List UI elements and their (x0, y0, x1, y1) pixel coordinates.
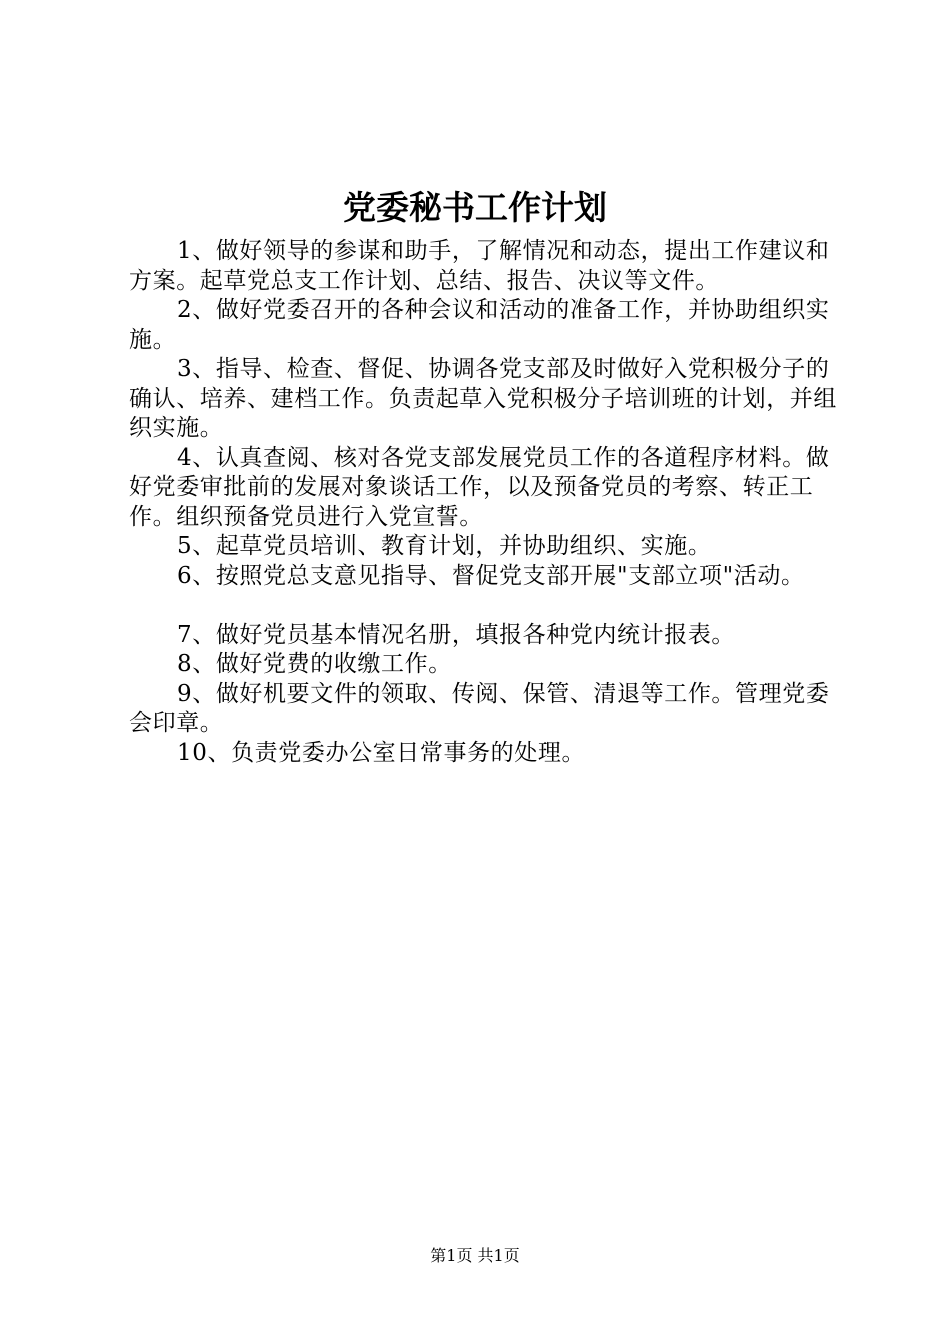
paragraph-1: 1、做好领导的参谋和助手，了解情况和动态，提出工作建议和方案。起草党总支工作计划、总结、报告、决议等文件。 (129, 238, 830, 294)
page-footer: 第1页 共1页 (430, 1246, 520, 1265)
paragraph-2: 2、做好党委召开的各种会议和活动的准备工作，并协助组织实施。 (129, 297, 830, 353)
paragraph-6: 6、按照党总支意见指导、督促党支部开展"支部立项"活动。 (177, 562, 805, 589)
paragraph-3: 3、指导、检查、督促、协调各党支部及时做好入党积极分子的确认、培养、建档工作。负责起草入党积极分子培训班的计划，并组织实施。 (129, 356, 837, 441)
paragraph-9: 9、做好机要文件的领取、传阅、保管、清退等工作。管理党委会印章。 (129, 680, 830, 736)
paragraph-7: 7、做好党员基本情况名册，填报各种党内统计报表。 (177, 621, 736, 648)
document-body (129, 237, 849, 768)
paragraph-8: 8、做好党费的收缴工作。 (177, 651, 452, 677)
document-title: 党委秘书工作计划 (343, 188, 607, 227)
paragraph-5: 5、起草党员培训、教育计划，并协助组织、实施。 (177, 533, 712, 559)
paragraph-10: 10、负责党委办公室日常事务的处理。 (177, 739, 586, 766)
paragraph-4: 4、认真查阅、核对各党支部发展党员工作的各道程序材料。做好党委审批前的发展对象谈话工作，以及预备党员的考察、转正工作。组织预备党员进行入党宣誓。 (129, 444, 830, 530)
